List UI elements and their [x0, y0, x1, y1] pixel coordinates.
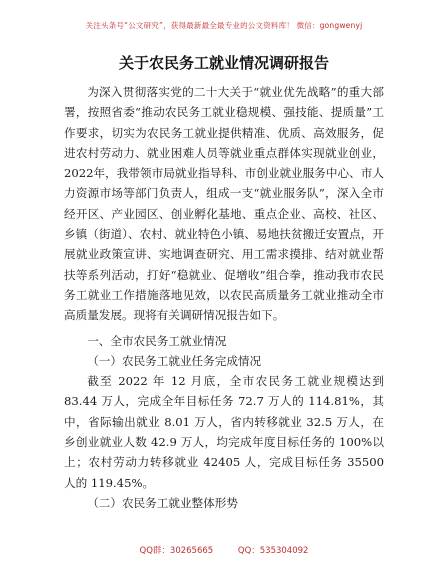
- document-body: [64, 82, 384, 513]
- subsection-heading: （一）农民务工就业任务完成情况: [87, 353, 262, 368]
- intro-paragraph: 为深入贯彻落实党的二十大关于“就业优先战略”的重大部署，按照省委“推动农民务工就业稳规模、强技能、提质量”工作要求，切实为农民务工就业提供精准、优质、高效服务，促进农村劳动力、就业困难人员等就业重点群体实现就业创业，2022年，我带领市局就业指导科、市创业就业服务中心、市人力资源市场等部门负责人，组成一支“就业服务队”，深入全市经开区、产业园区、创业孵化基地、重点企业、高校、社区、乡镇（街道）、农村、就业特色小镇、易地扶贫搬迁安置点，开展就业政策宣讲、实地调查研究、用工需求摸排、结对就业帮扶等系列活动，打好“稳就业、促增收”组合拳，推动我市农民务工就业工作措施落地见效，以农民高质量务工就业推动全市高质量发展。现将有关调研情况报告如下。: [64, 85, 384, 323]
- section-heading: 一、全市农民务工就业情况: [87, 333, 227, 348]
- body-paragraph: 截至 2022 年 12 月底，全市农民务工就业规模达到 83.44 万人，完成全年目标任务 72.7 万人的 114.81%，其中，省际输出就业 8.01 万人，省内转移就业 32.5 万人，在乡创业就业人数 42.9 万人，均完成年度目标任务的 100%以上；农村劳动力转移就业 42405 人，完成目标任务 35500 人的 119.45%。: [64, 374, 384, 490]
- header-note: 关注头条号“公文研究”，获得最新最全最专业的公文资料库！ 微信：gongwenyj: [85, 21, 363, 30]
- qq-number: QQ：535304092: [237, 546, 309, 556]
- qq-group: QQ群：30265665: [139, 546, 214, 556]
- subsection-heading: （二）农民务工就业整体形势: [87, 495, 238, 510]
- document-title: 关于农民务工就业情况调研报告: [118, 54, 329, 72]
- footer-contact: [0, 544, 448, 556]
